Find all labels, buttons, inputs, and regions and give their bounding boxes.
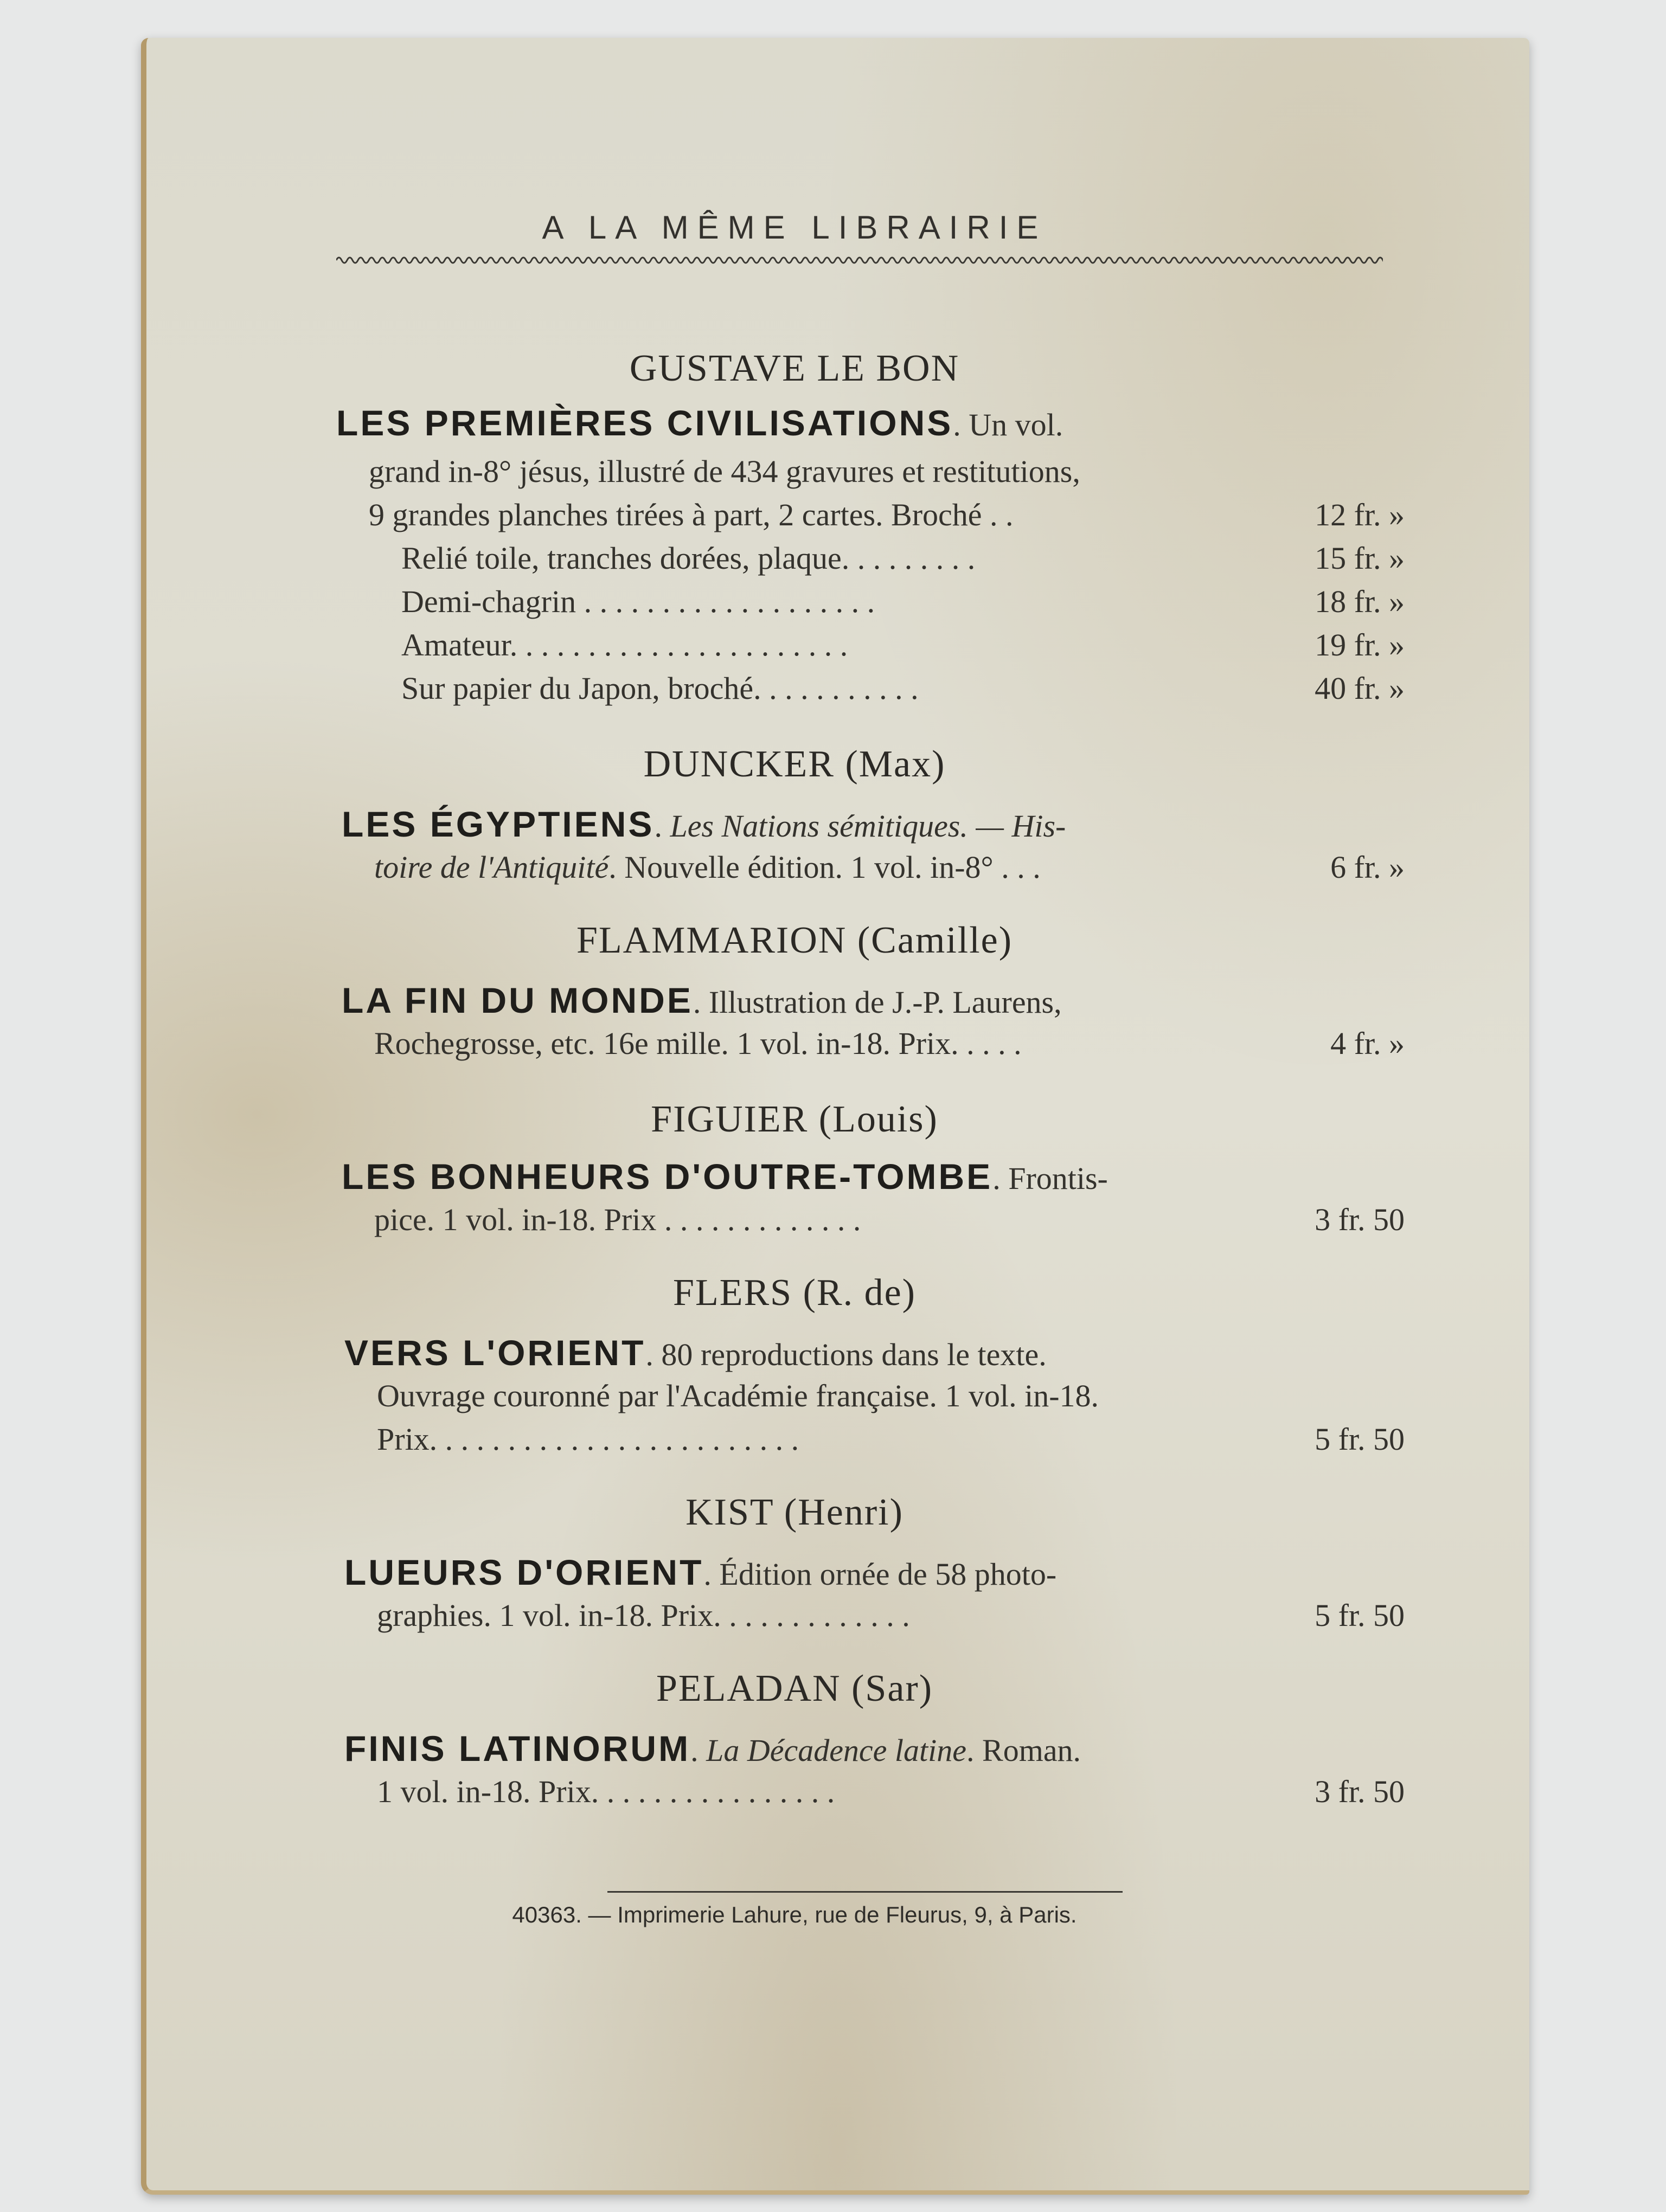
catalogue-header: A LA MÊME LIBRAIRIE (542, 209, 1047, 246)
entry-line: Rochegrosse, etc. 16e mille. 1 vol. in-18. Prix. . . . . (374, 1026, 1022, 1061)
entry-line: Sur papier du Japon, broché. . . . . . . . . . . (401, 671, 919, 706)
entry-line: Prix. . . . . . . . . . . . . . . . . . . . . . . . (377, 1422, 799, 1457)
book-title: LES PREMIÈRES CIVILISATIONS (336, 403, 953, 443)
printer-imprint: 40363. — Imprimerie Lahure, rue de Fleurus, 9, à Paris. (512, 1902, 1077, 1927)
entry-text: . Frontis- (992, 1161, 1108, 1196)
author-heading: FLERS (R. de) (673, 1272, 916, 1314)
entry-text: . (654, 808, 670, 844)
author-heading: KIST (Henri) (685, 1491, 904, 1533)
entry-text: . Un vol. (953, 407, 1063, 442)
entry-italic: toire de l'Antiquité (374, 850, 609, 885)
price: 4 fr. » (1330, 1026, 1405, 1061)
book-title: FINIS LATINORUM (344, 1728, 691, 1769)
entry-line (336, 401, 1367, 447)
price: 12 fr. » (1315, 497, 1405, 532)
entry-line: Relié toile, tranches dorées, plaque. . . . . . . . . (401, 541, 976, 576)
entry-text: . (690, 1733, 707, 1768)
entry-line: Ouvrage couronné par l'Académie française. 1 vol. in-18. (377, 1378, 1099, 1413)
book-title: VERS L'ORIENT (344, 1333, 646, 1373)
entry-line: Demi-chagrin . . . . . . . . . . . . . . . . . . . (401, 584, 875, 619)
author-heading: FIGUIER (Louis) (651, 1098, 938, 1140)
price: 6 fr. » (1330, 850, 1405, 885)
author-heading: FLAMMARION (Camille) (576, 919, 1013, 961)
entry-text: . Nouvelle édition. 1 vol. in-8° . . . (608, 850, 1041, 885)
price: 18 fr. » (1315, 584, 1405, 619)
book-title: LUEURS D'ORIENT (344, 1552, 704, 1592)
entry-line: 1 vol. in-18. Prix. . . . . . . . . . . . . . . . (377, 1774, 835, 1809)
book-title: LA FIN DU MONDE (342, 980, 693, 1020)
entry-line (344, 1331, 1375, 1377)
wavy-rule (336, 254, 1383, 267)
price: 3 fr. 50 (1315, 1202, 1405, 1237)
book-title: LES ÉGYPTIENS (342, 804, 655, 844)
entry-line (342, 1155, 1372, 1200)
price: 15 fr. » (1315, 541, 1405, 576)
author-heading: GUSTAVE LE BON (629, 348, 960, 389)
price: 40 fr. » (1315, 671, 1405, 706)
entry-line: pice. 1 vol. in-18. Prix . . . . . . . . . . . . . (374, 1202, 861, 1237)
entry-text: . Édition ornée de 58 photo- (703, 1557, 1057, 1592)
entry-line (342, 802, 1372, 848)
price: 5 fr. 50 (1315, 1598, 1405, 1633)
catalogue-content (184, 0, 1405, 2212)
entry-line (342, 979, 1372, 1024)
entry-line (344, 1727, 1375, 1772)
entry-italic: La Décadence latine (706, 1733, 967, 1768)
entry-line: Amateur. . . . . . . . . . . . . . . . . . . . . . (401, 627, 848, 663)
entry-italic: Les Nations sémitiques. — His- (670, 808, 1066, 844)
entry-text: . Roman. (966, 1733, 1081, 1768)
entry-line: grand in-8° jésus, illustré de 434 gravures et restitutions, (369, 454, 1080, 489)
entry-line: graphies. 1 vol. in-18. Prix. . . . . . . . . . . . . (377, 1598, 910, 1633)
price: 19 fr. » (1315, 627, 1405, 663)
footer-rule (607, 1891, 1123, 1893)
price: 5 fr. 50 (1315, 1422, 1405, 1457)
entry-line (344, 1551, 1375, 1596)
entry-text: . 80 reproductions dans le texte. (645, 1337, 1047, 1372)
author-heading: DUNCKER (Max) (643, 743, 946, 785)
price: 3 fr. 50 (1315, 1774, 1405, 1809)
entry-text: . Illustration de J.-P. Laurens, (693, 985, 1062, 1020)
entry-line: 9 grandes planches tirées à part, 2 cartes. Broché . . (369, 497, 1014, 532)
author-heading: PELADAN (Sar) (656, 1668, 933, 1709)
book-title: LES BONHEURS D'OUTRE-TOMBE (342, 1156, 993, 1197)
